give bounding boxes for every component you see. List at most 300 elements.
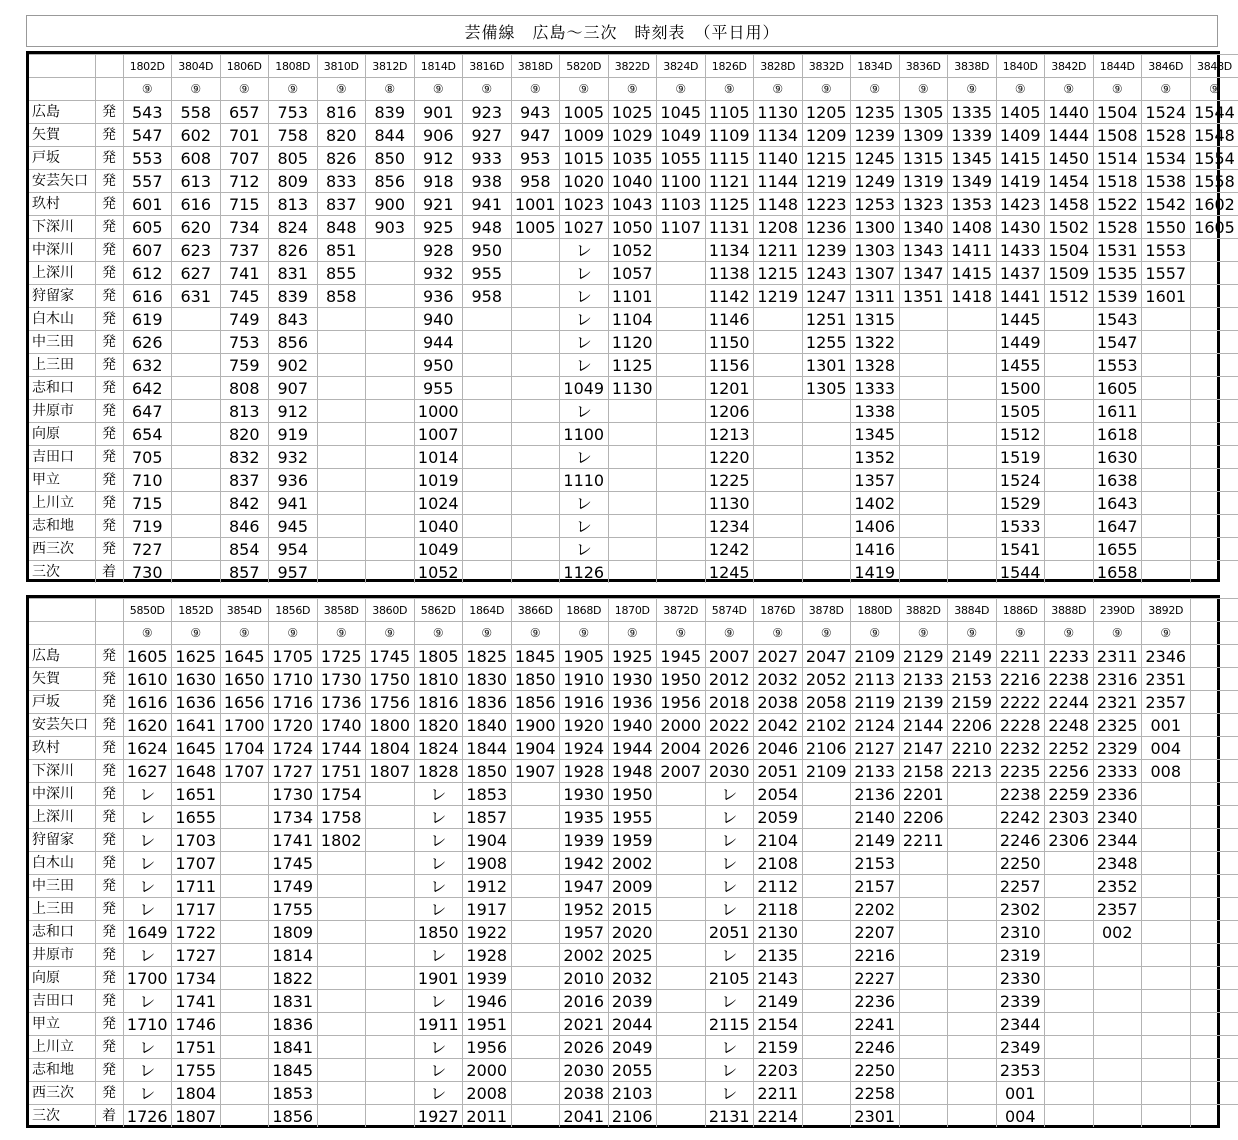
time-cell: 851 bbox=[317, 239, 366, 262]
time-cell: 001 bbox=[996, 1082, 1045, 1105]
car-count-mark: ⑨ bbox=[899, 622, 948, 645]
time-cell: 1744 bbox=[317, 737, 366, 760]
time-cell: 2030 bbox=[705, 760, 754, 783]
time-cell: レ bbox=[705, 829, 754, 852]
time-cell: 1904 bbox=[463, 829, 512, 852]
car-count-mark: ⑨ bbox=[269, 622, 318, 645]
time-cell: 1142 bbox=[705, 285, 754, 308]
car-count-mark: ⑨ bbox=[511, 622, 560, 645]
timetable-block-morning bbox=[26, 51, 1235, 582]
time-cell: 1110 bbox=[560, 469, 609, 492]
time-cell: 1610 bbox=[123, 668, 172, 691]
time-cell: 2257 bbox=[996, 875, 1045, 898]
time-cell bbox=[1190, 538, 1238, 561]
time-cell: 1844 bbox=[463, 737, 512, 760]
time-cell: 753 bbox=[220, 331, 269, 354]
train-number: 3878D bbox=[802, 599, 851, 622]
time-cell: 1542 bbox=[1142, 193, 1191, 216]
station-name: 志和口 bbox=[29, 377, 95, 400]
time-cell: 945 bbox=[269, 515, 318, 538]
time-cell: 1928 bbox=[463, 944, 512, 967]
time-cell bbox=[317, 1059, 366, 1082]
time-cell: 1927 bbox=[414, 1105, 463, 1128]
table-row bbox=[29, 469, 1238, 492]
time-cell: 921 bbox=[414, 193, 463, 216]
time-cell: 1935 bbox=[560, 806, 609, 829]
time-cell bbox=[802, 1036, 851, 1059]
time-cell bbox=[317, 492, 366, 515]
time-cell: 1440 bbox=[1045, 101, 1094, 124]
time-cell: 2346 bbox=[1142, 645, 1191, 668]
timetable-block-evening bbox=[26, 595, 1220, 1128]
time-cell: 941 bbox=[269, 492, 318, 515]
time-cell bbox=[511, 1105, 560, 1128]
time-cell: 1205 bbox=[802, 101, 851, 124]
time-cell: 1908 bbox=[463, 852, 512, 875]
train-number: 3858D bbox=[317, 599, 366, 622]
time-cell: レ bbox=[560, 538, 609, 561]
time-cell bbox=[1045, 331, 1094, 354]
time-cell bbox=[366, 308, 415, 331]
time-cell: レ bbox=[560, 354, 609, 377]
car-count-mark: ⑨ bbox=[996, 78, 1045, 101]
time-cell: 940 bbox=[414, 308, 463, 331]
time-cell: 1215 bbox=[754, 262, 803, 285]
time-cell bbox=[1045, 921, 1094, 944]
car-count-mark: ⑨ bbox=[1190, 78, 1238, 101]
time-cell: 1209 bbox=[802, 124, 851, 147]
time-cell: 1802 bbox=[317, 829, 366, 852]
time-cell: 1947 bbox=[560, 875, 609, 898]
header-blank-cell bbox=[95, 622, 123, 645]
time-cell bbox=[463, 400, 512, 423]
time-cell bbox=[948, 875, 997, 898]
dep-arr-label: 発 bbox=[95, 239, 123, 262]
time-cell: 2159 bbox=[754, 1036, 803, 1059]
time-cell: 1411 bbox=[948, 239, 997, 262]
time-cell: 004 bbox=[1142, 737, 1191, 760]
time-cell: レ bbox=[414, 898, 463, 921]
time-cell bbox=[366, 967, 415, 990]
time-cell bbox=[657, 515, 706, 538]
time-cell: レ bbox=[705, 898, 754, 921]
time-cell: 1115 bbox=[705, 147, 754, 170]
time-cell bbox=[802, 898, 851, 921]
time-cell: 832 bbox=[220, 446, 269, 469]
car-count-mark: ⑨ bbox=[948, 78, 997, 101]
time-cell bbox=[1190, 262, 1238, 285]
table-row bbox=[29, 124, 1238, 147]
dep-arr-label: 発 bbox=[95, 262, 123, 285]
time-cell: 1800 bbox=[366, 714, 415, 737]
time-cell bbox=[317, 561, 366, 584]
time-cell bbox=[1045, 446, 1094, 469]
time-cell bbox=[366, 829, 415, 852]
time-cell: 1148 bbox=[754, 193, 803, 216]
time-cell: 1930 bbox=[608, 668, 657, 691]
time-cell: 2201 bbox=[899, 783, 948, 806]
time-cell: 1303 bbox=[851, 239, 900, 262]
time-cell: 1745 bbox=[366, 645, 415, 668]
time-cell: レ bbox=[414, 944, 463, 967]
time-cell: レ bbox=[560, 308, 609, 331]
time-cell: 1020 bbox=[560, 170, 609, 193]
time-cell bbox=[1190, 285, 1238, 308]
time-cell: 856 bbox=[366, 170, 415, 193]
car-count-mark: ⑨ bbox=[1142, 622, 1191, 645]
train-number: 5862D bbox=[414, 599, 463, 622]
time-cell bbox=[608, 400, 657, 423]
time-cell bbox=[172, 308, 221, 331]
timetable-title: 芸備線 広島〜三次 時刻表 （平日用） bbox=[26, 15, 1218, 47]
time-cell bbox=[511, 783, 560, 806]
time-cell: 1535 bbox=[1093, 262, 1142, 285]
empty-cell bbox=[1190, 1059, 1238, 1082]
time-cell: 1242 bbox=[705, 538, 754, 561]
header-blank-cell bbox=[29, 599, 95, 622]
table-row bbox=[29, 354, 1238, 377]
time-cell: 1144 bbox=[754, 170, 803, 193]
time-cell: レ bbox=[123, 806, 172, 829]
time-cell: 1528 bbox=[1093, 216, 1142, 239]
time-cell bbox=[754, 308, 803, 331]
time-cell bbox=[754, 400, 803, 423]
time-cell bbox=[608, 469, 657, 492]
time-cell: 2235 bbox=[996, 760, 1045, 783]
time-cell: 837 bbox=[220, 469, 269, 492]
time-cell: 1814 bbox=[269, 944, 318, 967]
time-cell bbox=[1142, 783, 1191, 806]
time-cell bbox=[366, 783, 415, 806]
time-cell: 1850 bbox=[511, 668, 560, 691]
time-cell: 1504 bbox=[1045, 239, 1094, 262]
time-cell bbox=[511, 492, 560, 515]
car-count-mark: ⑨ bbox=[705, 78, 754, 101]
car-count-mark: ⑨ bbox=[463, 622, 512, 645]
time-cell bbox=[317, 898, 366, 921]
time-cell: 1922 bbox=[463, 921, 512, 944]
time-cell: 2147 bbox=[899, 737, 948, 760]
time-cell bbox=[1142, 967, 1191, 990]
time-cell: 824 bbox=[269, 216, 318, 239]
time-cell: 2007 bbox=[657, 760, 706, 783]
time-cell bbox=[802, 423, 851, 446]
train-number: 3892D bbox=[1142, 599, 1191, 622]
time-cell: 1550 bbox=[1142, 216, 1191, 239]
time-cell: 1052 bbox=[608, 239, 657, 262]
train-number: 1870D bbox=[608, 599, 657, 622]
time-cell bbox=[948, 538, 997, 561]
station-name: 上三田 bbox=[29, 354, 95, 377]
station-name: 吉田口 bbox=[29, 446, 95, 469]
time-cell: 1029 bbox=[608, 124, 657, 147]
time-cell: 2025 bbox=[608, 944, 657, 967]
time-cell bbox=[899, 921, 948, 944]
time-cell: 1015 bbox=[560, 147, 609, 170]
time-cell bbox=[1045, 308, 1094, 331]
station-name: 中深川 bbox=[29, 239, 95, 262]
time-cell: 2303 bbox=[1045, 806, 1094, 829]
time-cell bbox=[366, 400, 415, 423]
time-cell bbox=[899, 377, 948, 400]
time-cell: 1745 bbox=[269, 852, 318, 875]
time-cell: 2140 bbox=[851, 806, 900, 829]
time-cell bbox=[511, 898, 560, 921]
time-cell: 927 bbox=[463, 124, 512, 147]
time-cell bbox=[1142, 921, 1191, 944]
time-cell: 710 bbox=[123, 469, 172, 492]
time-cell: 1948 bbox=[608, 760, 657, 783]
header-blank-cell bbox=[29, 622, 95, 645]
time-cell: 1810 bbox=[414, 668, 463, 691]
time-cell: 1351 bbox=[899, 285, 948, 308]
time-cell: 1856 bbox=[511, 691, 560, 714]
time-cell: 900 bbox=[366, 193, 415, 216]
time-cell: レ bbox=[123, 944, 172, 967]
time-cell: 2252 bbox=[1045, 737, 1094, 760]
time-cell: 734 bbox=[220, 216, 269, 239]
time-cell bbox=[657, 944, 706, 967]
time-cell: 2059 bbox=[754, 806, 803, 829]
time-cell: 2321 bbox=[1093, 691, 1142, 714]
time-cell: 1647 bbox=[1093, 515, 1142, 538]
time-cell bbox=[220, 1059, 269, 1082]
dep-arr-label: 発 bbox=[95, 216, 123, 239]
time-cell: 2000 bbox=[463, 1059, 512, 1082]
time-cell bbox=[657, 1059, 706, 1082]
time-cell: 1335 bbox=[948, 101, 997, 124]
time-cell: 2106 bbox=[802, 737, 851, 760]
time-cell bbox=[1045, 400, 1094, 423]
time-cell: 1956 bbox=[657, 691, 706, 714]
time-cell bbox=[463, 515, 512, 538]
car-count-mark: ⑨ bbox=[657, 78, 706, 101]
time-cell: 2007 bbox=[705, 645, 754, 668]
time-cell: 1601 bbox=[1142, 285, 1191, 308]
train-number: 1886D bbox=[996, 599, 1045, 622]
time-cell: 712 bbox=[220, 170, 269, 193]
table-row bbox=[29, 691, 1238, 714]
train-number: 3854D bbox=[220, 599, 269, 622]
time-cell bbox=[657, 990, 706, 1013]
time-cell bbox=[948, 806, 997, 829]
time-cell: 1454 bbox=[1045, 170, 1094, 193]
time-cell: 2357 bbox=[1142, 691, 1191, 714]
time-cell bbox=[948, 1105, 997, 1128]
time-cell bbox=[1142, 469, 1191, 492]
time-cell: 2032 bbox=[608, 967, 657, 990]
time-cell: レ bbox=[560, 400, 609, 423]
time-cell: 1441 bbox=[996, 285, 1045, 308]
time-cell: 1052 bbox=[414, 561, 463, 584]
station-name: 甲立 bbox=[29, 1013, 95, 1036]
time-cell: 2042 bbox=[754, 714, 803, 737]
time-cell bbox=[463, 446, 512, 469]
time-cell: 1415 bbox=[996, 147, 1045, 170]
empty-cell bbox=[1190, 898, 1238, 921]
time-cell bbox=[899, 469, 948, 492]
dep-arr-label: 発 bbox=[95, 308, 123, 331]
time-cell: 1529 bbox=[996, 492, 1045, 515]
time-cell bbox=[1142, 515, 1191, 538]
station-name: 三次 bbox=[29, 561, 95, 584]
time-cell: レ bbox=[123, 1059, 172, 1082]
time-cell bbox=[366, 331, 415, 354]
time-cell: 1000 bbox=[414, 400, 463, 423]
dep-arr-label: 発 bbox=[95, 668, 123, 691]
time-cell: 2206 bbox=[899, 806, 948, 829]
time-cell bbox=[899, 446, 948, 469]
time-cell: 002 bbox=[1093, 921, 1142, 944]
time-cell bbox=[657, 239, 706, 262]
dep-arr-label: 発 bbox=[95, 147, 123, 170]
time-cell: 1830 bbox=[463, 668, 512, 691]
train-number: 3888D bbox=[1045, 599, 1094, 622]
time-cell bbox=[1045, 852, 1094, 875]
time-cell: 2211 bbox=[899, 829, 948, 852]
time-cell: 1206 bbox=[705, 400, 754, 423]
car-count-mark: ⑨ bbox=[317, 78, 366, 101]
car-count-mark: ⑨ bbox=[414, 78, 463, 101]
car-count-mark: ⑨ bbox=[705, 622, 754, 645]
time-cell bbox=[172, 515, 221, 538]
time-cell bbox=[899, 990, 948, 1013]
time-cell: 1746 bbox=[172, 1013, 221, 1036]
time-cell bbox=[948, 1059, 997, 1082]
time-cell bbox=[1142, 1013, 1191, 1036]
time-cell bbox=[366, 1082, 415, 1105]
time-cell: 1618 bbox=[1093, 423, 1142, 446]
time-cell: 1655 bbox=[172, 806, 221, 829]
table-row bbox=[29, 783, 1238, 806]
time-cell bbox=[172, 538, 221, 561]
time-cell bbox=[220, 806, 269, 829]
time-cell bbox=[1045, 1059, 1094, 1082]
time-cell bbox=[1142, 875, 1191, 898]
time-cell bbox=[366, 1013, 415, 1036]
time-cell bbox=[948, 829, 997, 852]
station-name: 志和地 bbox=[29, 515, 95, 538]
dep-arr-label: 発 bbox=[95, 1013, 123, 1036]
time-cell: 1239 bbox=[802, 239, 851, 262]
time-cell: 1528 bbox=[1142, 124, 1191, 147]
time-cell: レ bbox=[123, 875, 172, 898]
time-cell: 1824 bbox=[414, 737, 463, 760]
time-cell: 1126 bbox=[560, 561, 609, 584]
time-cell bbox=[948, 469, 997, 492]
time-cell: 912 bbox=[269, 400, 318, 423]
time-cell: 1939 bbox=[560, 829, 609, 852]
time-cell bbox=[1142, 1082, 1191, 1105]
time-cell: 1704 bbox=[220, 737, 269, 760]
station-name: 玖村 bbox=[29, 737, 95, 760]
station-name: 上川立 bbox=[29, 492, 95, 515]
time-cell: 1131 bbox=[705, 216, 754, 239]
time-cell bbox=[1190, 239, 1238, 262]
time-cell: 2038 bbox=[560, 1082, 609, 1105]
time-cell: 1557 bbox=[1142, 262, 1191, 285]
time-cell: 1716 bbox=[269, 691, 318, 714]
time-cell: レ bbox=[123, 783, 172, 806]
time-cell: 2256 bbox=[1045, 760, 1094, 783]
time-cell: 2154 bbox=[754, 1013, 803, 1036]
time-cell bbox=[1190, 469, 1238, 492]
time-cell: 1602 bbox=[1190, 193, 1238, 216]
time-cell: 906 bbox=[414, 124, 463, 147]
table-row bbox=[29, 645, 1238, 668]
time-cell bbox=[511, 1013, 560, 1036]
time-cell: 826 bbox=[317, 147, 366, 170]
time-cell: レ bbox=[705, 944, 754, 967]
empty-cell bbox=[1190, 944, 1238, 967]
time-cell: 1836 bbox=[463, 691, 512, 714]
dep-arr-label: 発 bbox=[95, 446, 123, 469]
time-cell: 1057 bbox=[608, 262, 657, 285]
station-name: 上川立 bbox=[29, 1036, 95, 1059]
time-cell: 759 bbox=[220, 354, 269, 377]
time-cell: 1305 bbox=[802, 377, 851, 400]
time-cell bbox=[511, 239, 560, 262]
time-cell: 1707 bbox=[220, 760, 269, 783]
station-name: 中深川 bbox=[29, 783, 95, 806]
time-cell: 2242 bbox=[996, 806, 1045, 829]
time-cell: 936 bbox=[269, 469, 318, 492]
time-cell bbox=[220, 783, 269, 806]
time-cell: 902 bbox=[269, 354, 318, 377]
car-count-mark: ⑨ bbox=[269, 78, 318, 101]
dep-arr-label: 発 bbox=[95, 852, 123, 875]
time-cell bbox=[366, 377, 415, 400]
time-cell: 1936 bbox=[608, 691, 657, 714]
time-cell: 1734 bbox=[269, 806, 318, 829]
time-cell bbox=[802, 515, 851, 538]
time-cell: 1944 bbox=[608, 737, 657, 760]
table-row bbox=[29, 515, 1238, 538]
time-cell: レ bbox=[560, 331, 609, 354]
train-number: 5850D bbox=[123, 599, 172, 622]
time-cell: 557 bbox=[123, 170, 172, 193]
station-name: 戸坂 bbox=[29, 691, 95, 714]
time-cell bbox=[1045, 469, 1094, 492]
dep-arr-label: 発 bbox=[95, 1036, 123, 1059]
dep-arr-label: 発 bbox=[95, 423, 123, 446]
train-number: 3824D bbox=[657, 55, 706, 78]
time-cell bbox=[317, 354, 366, 377]
time-cell: 1156 bbox=[705, 354, 754, 377]
station-name: 下深川 bbox=[29, 216, 95, 239]
time-cell: 657 bbox=[220, 101, 269, 124]
time-cell: 1845 bbox=[269, 1059, 318, 1082]
time-cell: 2038 bbox=[754, 691, 803, 714]
train-number: 3828D bbox=[754, 55, 803, 78]
time-cell: 1924 bbox=[560, 737, 609, 760]
time-cell: 2348 bbox=[1093, 852, 1142, 875]
time-cell: 2233 bbox=[1045, 645, 1094, 668]
train-number: 1844D bbox=[1093, 55, 1142, 78]
time-cell bbox=[948, 354, 997, 377]
empty-cell bbox=[1190, 645, 1238, 668]
table-row bbox=[29, 423, 1238, 446]
time-cell: 1213 bbox=[705, 423, 754, 446]
time-cell: 1105 bbox=[705, 101, 754, 124]
time-cell bbox=[899, 875, 948, 898]
time-cell bbox=[754, 331, 803, 354]
time-cell: 1409 bbox=[996, 124, 1045, 147]
time-cell bbox=[511, 967, 560, 990]
dep-arr-label: 発 bbox=[95, 515, 123, 538]
car-count-mark: ⑨ bbox=[317, 622, 366, 645]
time-cell: 605 bbox=[123, 216, 172, 239]
